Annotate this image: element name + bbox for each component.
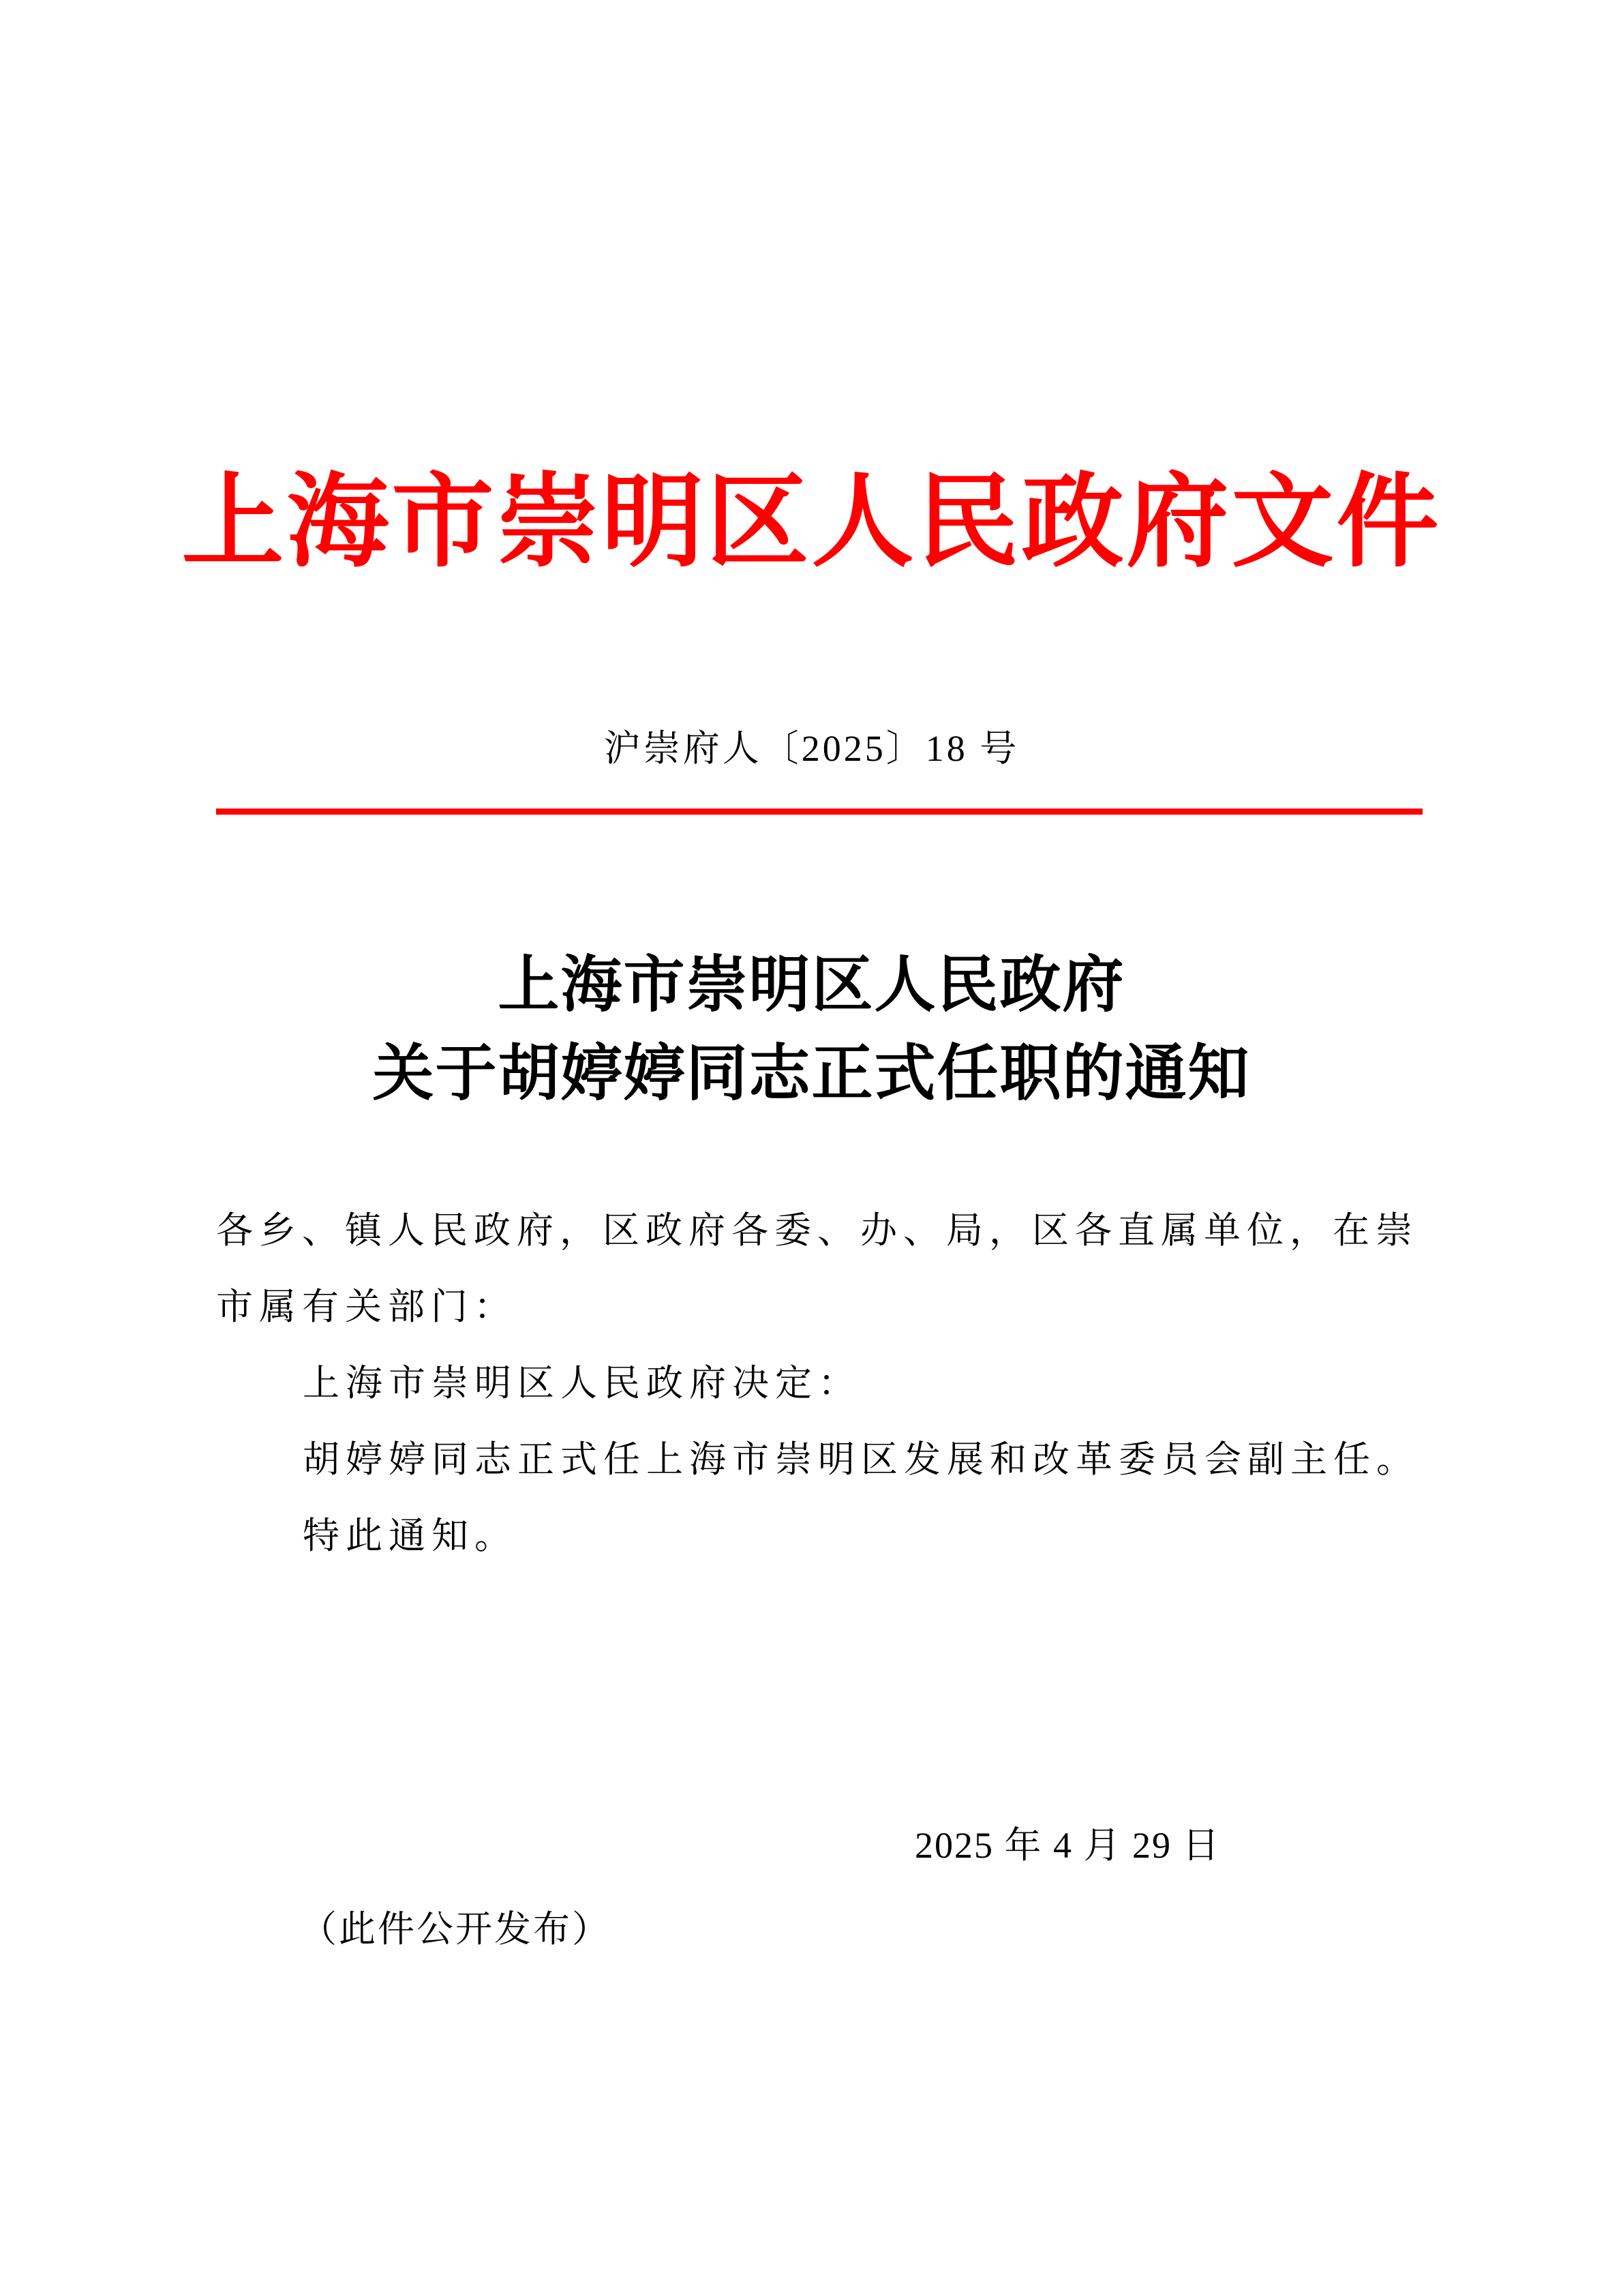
publish-note: （此件公开发布）	[300, 1909, 611, 1950]
body-line: 特此通知。	[303, 1515, 517, 1556]
body-text	[216, 1192, 1423, 1574]
issue-date: 2025 年 4 月 29 日	[915, 1825, 1221, 1866]
body-line: 胡婷婷同志正式任上海市崇明区发展和改革委员会副主任。	[303, 1439, 1419, 1480]
body-line: 上海市崇明区人民政府决定：	[303, 1363, 861, 1404]
notice-title-line2: 关于胡婷婷同志正式任职的通知	[372, 1040, 1251, 1108]
body-line: 市属有关部门：	[216, 1286, 517, 1327]
red-divider-line	[216, 809, 1423, 815]
document-number: 沪崇府人〔2025〕18 号	[603, 728, 1020, 769]
red-header-title: 上海市崇明区人民政府文件	[181, 466, 1442, 579]
notice-title-line1: 上海市崇明区人民政府	[498, 952, 1125, 1019]
body-line: 各乡、镇人民政府，区政府各委、办、局，区各直属单位，在崇	[216, 1210, 1419, 1251]
notice-title	[0, 941, 1623, 1119]
